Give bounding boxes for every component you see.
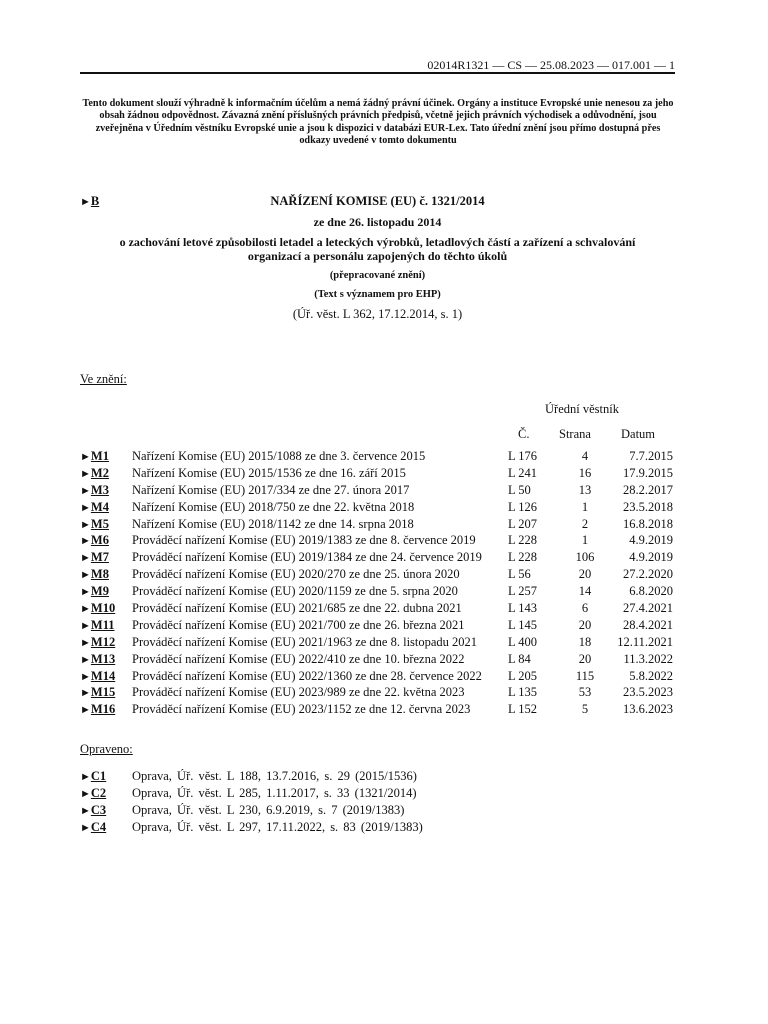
- arrow-icon: ►: [80, 196, 91, 208]
- arrow-icon: ►: [80, 518, 91, 531]
- amendment-row: [80, 684, 680, 701]
- amendment-marker: [80, 668, 115, 686]
- disclaimer-text: Tento dokument slouží výhradně k informačním účelům a nemá žádný právní účinek. Orgány a instituce Evropské unie nenesou za jeho obsah žádnou odpovědnost. Závazná znění příslušných právních předpisů, včetně jejich právních východisek a odůvodnění, jsou zveřejněna v Úředním věstníku Evropské unie a jsou k dispozici v databázi EUR-Lex. Tato úřední znění jsou přímo dostupná přes odkazy uvedené v tomto dokumentu: [82, 98, 674, 147]
- amendment-oj-number: L 205: [508, 668, 538, 683]
- amendment-page: 2: [581, 516, 589, 531]
- amendment-code-link[interactable]: M5: [90, 516, 109, 531]
- amendment-code-link[interactable]: M11: [90, 617, 115, 632]
- correction-description: Oprava, Úř. věst. L 297, 17.11.2022, s. 83 (2019/1383): [132, 819, 423, 834]
- amendment-oj-number: L 241: [508, 465, 538, 480]
- amendment-date: 6.8.2020: [629, 584, 673, 599]
- amendments-list: [80, 448, 680, 718]
- amendment-oj-number: L 228: [508, 533, 538, 548]
- amendment-marker: [80, 516, 109, 534]
- amendment-description: Prováděcí nařízení Komise (EU) 2021/685 ze dne 22. dubna 2021: [132, 601, 462, 616]
- amendment-date: 23.5.2018: [623, 499, 673, 514]
- amendment-date: 23.5.2023: [623, 685, 673, 700]
- correction-code-link[interactable]: C3: [90, 802, 107, 817]
- amendment-date: 7.7.2015: [629, 449, 673, 463]
- amendment-description: Nařízení Komise (EU) 2018/750 ze dne 22. května 2018: [132, 499, 415, 514]
- correction-code-link[interactable]: C1: [90, 769, 107, 783]
- amendment-oj-number: L 257: [508, 584, 538, 599]
- amendment-oj-number: L 143: [508, 601, 538, 616]
- amendments-label: Ve znění:: [80, 372, 127, 386]
- amendment-description: Prováděcí nařízení Komise (EU) 2022/410 ze dne 10. března 2022: [132, 651, 465, 666]
- amendment-row: [80, 532, 680, 549]
- amendment-oj-number: L 84: [508, 651, 531, 666]
- arrow-icon: ►: [80, 804, 91, 817]
- amendment-oj-number: L 145: [508, 617, 538, 632]
- correction-code-link[interactable]: C4: [90, 819, 107, 834]
- amendment-row: [80, 499, 680, 516]
- amendment-description: Nařízení Komise (EU) 2017/334 ze dne 27. února 2017: [132, 482, 410, 497]
- amendment-code-link[interactable]: M14: [90, 668, 116, 683]
- amendment-row: [80, 617, 680, 634]
- correction-row: [80, 802, 680, 819]
- base-act-code-link[interactable]: B: [90, 194, 100, 208]
- amendment-oj-number: L 207: [508, 516, 538, 531]
- amendment-page: 14: [578, 584, 592, 599]
- regulation-title: NAŘÍZENÍ KOMISE (EU) č. 1321/2014: [270, 194, 485, 208]
- amendment-page: 115: [575, 668, 595, 683]
- amendment-row: [80, 516, 680, 533]
- amendment-oj-number: L 50: [508, 482, 531, 497]
- amendment-date: 11.3.2022: [623, 651, 673, 666]
- amendment-date: 28.4.2021: [623, 617, 673, 632]
- amendment-description: Prováděcí nařízení Komise (EU) 2020/270 ze dne 25. února 2020: [132, 567, 460, 582]
- amendment-marker: [80, 684, 115, 702]
- header-rule: [80, 72, 675, 74]
- amendment-code-link[interactable]: M6: [90, 533, 109, 548]
- arrow-icon: ►: [80, 467, 91, 480]
- correction-marker: [80, 768, 106, 786]
- amendment-marker: [80, 583, 109, 601]
- amendment-row: [80, 448, 680, 465]
- arrow-icon: ►: [80, 636, 91, 649]
- amendment-code-link[interactable]: M9: [90, 584, 109, 599]
- amendment-page: 106: [575, 550, 595, 565]
- amendment-description: Prováděcí nařízení Komise (EU) 2021/700 ze dne 26. března 2021: [132, 617, 465, 632]
- amendment-date: 4.9.2019: [629, 533, 673, 548]
- amendment-row: [80, 701, 680, 718]
- amendment-marker: [80, 617, 115, 635]
- regulation-date: ze dne 26. listopadu 2014: [313, 215, 442, 229]
- amendment-row: [80, 482, 680, 499]
- amendment-description: Prováděcí nařízení Komise (EU) 2023/1152 ze dne 12. června 2023: [132, 702, 471, 717]
- arrow-icon: ►: [80, 569, 91, 582]
- eea-relevance-note: (Text s významem pro EHP): [314, 289, 441, 300]
- arrow-icon: ►: [80, 451, 91, 463]
- oj-column-date: Datum: [621, 427, 656, 441]
- correction-marker: [80, 819, 106, 837]
- amendment-description: Nařízení Komise (EU) 2015/1536 ze dne 16. září 2015: [132, 465, 406, 480]
- amendment-row: [80, 549, 680, 566]
- amendment-row: [80, 651, 680, 668]
- amendment-code-link[interactable]: M15: [90, 685, 116, 700]
- amendment-description: Prováděcí nařízení Komise (EU) 2019/1383 ze dne 8. července 2019: [132, 533, 476, 548]
- amendment-oj-number: L 135: [508, 685, 538, 700]
- arrow-icon: ►: [80, 501, 91, 514]
- amendment-page: 6: [581, 601, 589, 616]
- amendment-marker: [80, 532, 109, 550]
- amendment-page: 20: [578, 651, 592, 666]
- amendment-code-link[interactable]: M2: [90, 465, 109, 480]
- arrow-icon: ►: [80, 552, 91, 565]
- arrow-icon: ►: [80, 787, 91, 800]
- arrow-icon: ►: [80, 586, 91, 599]
- amendment-date: 13.6.2023: [623, 702, 673, 717]
- amendment-date: 27.4.2021: [623, 601, 673, 616]
- amendment-description: Nařízení Komise (EU) 2018/1142 ze dne 14. srpna 2018: [132, 516, 414, 531]
- consolidated-note: (přepracované znění): [329, 270, 426, 281]
- amendment-page: 20: [578, 617, 592, 632]
- amendment-marker: [80, 651, 115, 669]
- amendment-marker: [80, 634, 115, 652]
- amendment-row: [80, 668, 680, 685]
- arrow-icon: ►: [80, 670, 91, 683]
- amendment-code-link[interactable]: M7: [90, 550, 109, 565]
- arrow-icon: ►: [80, 821, 91, 834]
- amendment-page: 13: [578, 482, 592, 497]
- correction-row: [80, 819, 680, 836]
- oj-column-title: Úřední věstník: [545, 402, 619, 416]
- correction-code-link[interactable]: C2: [90, 785, 107, 800]
- arrow-icon: ►: [80, 704, 91, 717]
- amendment-marker: [80, 448, 109, 466]
- amendment-date: 28.2.2017: [623, 482, 673, 497]
- amendment-code-link[interactable]: M8: [90, 567, 109, 582]
- arrow-icon: ►: [80, 484, 91, 497]
- amendment-row: [80, 583, 680, 600]
- amendment-date: 5.8.2022: [629, 668, 673, 683]
- amendment-page: 4: [581, 449, 589, 463]
- amendment-oj-number: L 126: [508, 499, 538, 514]
- amendment-code-link[interactable]: M13: [90, 651, 116, 666]
- arrow-icon: ►: [80, 771, 91, 783]
- amendment-description: Prováděcí nařízení Komise (EU) 2019/1384 ze dne 24. července 2019: [132, 550, 482, 565]
- document-id-header: 02014R1321 — CS — 25.08.2023 — 017.001 — 1: [427, 58, 675, 72]
- amendment-description: Nařízení Komise (EU) 2015/1088 ze dne 3. července 2015: [132, 449, 426, 463]
- amendment-description: Prováděcí nařízení Komise (EU) 2023/989 ze dne 22. května 2023: [132, 685, 465, 700]
- amendment-description: Prováděcí nařízení Komise (EU) 2020/1159 ze dne 5. srpna 2020: [132, 584, 458, 599]
- oj-reference: (Úř. věst. L 362, 17.12.2014, s. 1): [292, 307, 463, 321]
- arrow-icon: ►: [80, 603, 91, 616]
- amendment-marker: [80, 701, 115, 719]
- amendment-oj-number: L 400: [508, 634, 538, 649]
- amendment-row: [80, 465, 680, 482]
- amendment-oj-number: L 56: [508, 567, 531, 582]
- amendment-code-link[interactable]: M10: [90, 601, 116, 616]
- amendment-date: 12.11.2021: [617, 634, 673, 649]
- amendment-page: 53: [578, 685, 592, 700]
- amendment-code-link[interactable]: M3: [90, 482, 109, 497]
- amendment-marker: [80, 465, 109, 483]
- amendment-code-link[interactable]: M4: [90, 499, 109, 514]
- amendment-marker: [80, 482, 109, 500]
- amendment-row: [80, 566, 680, 583]
- amendment-page: 18: [578, 634, 592, 649]
- arrow-icon: ►: [80, 687, 91, 700]
- amendment-date: 27.2.2020: [623, 567, 673, 582]
- amendment-marker: [80, 549, 109, 567]
- correction-description: Oprava, Úř. věst. L 285, 1.11.2017, s. 33 (1321/2014): [132, 785, 417, 800]
- amendment-page: 16: [578, 465, 592, 480]
- correction-description: Oprava, Úř. věst. L 230, 6.9.2019, s. 7 (2019/1383): [132, 802, 405, 817]
- amendment-oj-number: L 228: [508, 550, 538, 565]
- amendment-date: 4.9.2019: [629, 550, 673, 565]
- amendment-oj-number: L 176: [508, 449, 538, 463]
- amendment-code-link[interactable]: M16: [90, 702, 116, 717]
- correction-row: [80, 768, 680, 785]
- amendment-row: [80, 600, 680, 617]
- amendment-row: [80, 634, 680, 651]
- amendment-oj-number: L 152: [508, 702, 538, 717]
- amendment-page: 1: [581, 499, 589, 514]
- amendment-page: 5: [581, 702, 589, 717]
- amendment-marker: [80, 499, 109, 517]
- arrow-icon: ►: [80, 653, 91, 666]
- corrections-label: Opraveno:: [80, 742, 133, 756]
- correction-row: [80, 785, 680, 802]
- amendment-description: Prováděcí nařízení Komise (EU) 2021/1963 ze dne 8. listopadu 2021: [132, 634, 478, 649]
- amendment-marker: [80, 566, 109, 584]
- oj-column-no: Č.: [518, 427, 530, 441]
- oj-column-page: Strana: [559, 427, 591, 441]
- correction-description: Oprava, Úř. věst. L 188, 13.7.2016, s. 29 (2015/1536): [132, 769, 417, 783]
- correction-marker: [80, 802, 106, 820]
- amendment-page: 20: [578, 567, 592, 582]
- corrections-list: [80, 768, 680, 836]
- arrow-icon: ►: [80, 619, 91, 632]
- amendment-page: 1: [581, 533, 589, 548]
- amendment-description: Prováděcí nařízení Komise (EU) 2022/1360 ze dne 28. července 2022: [132, 668, 482, 683]
- amendment-code-link[interactable]: M12: [90, 634, 116, 649]
- regulation-subject: o zachování letové způsobilosti letadel a leteckých výrobků, letadlových částí a zařízení a schvalování organizací a personálu zapojených do těchto úkolů: [119, 235, 636, 263]
- amendment-marker: [80, 600, 115, 618]
- correction-marker: [80, 785, 106, 803]
- amendment-code-link[interactable]: M1: [90, 449, 109, 463]
- amendment-date: 16.8.2018: [623, 516, 673, 531]
- amendment-date: 17.9.2015: [623, 465, 673, 480]
- arrow-icon: ►: [80, 535, 91, 548]
